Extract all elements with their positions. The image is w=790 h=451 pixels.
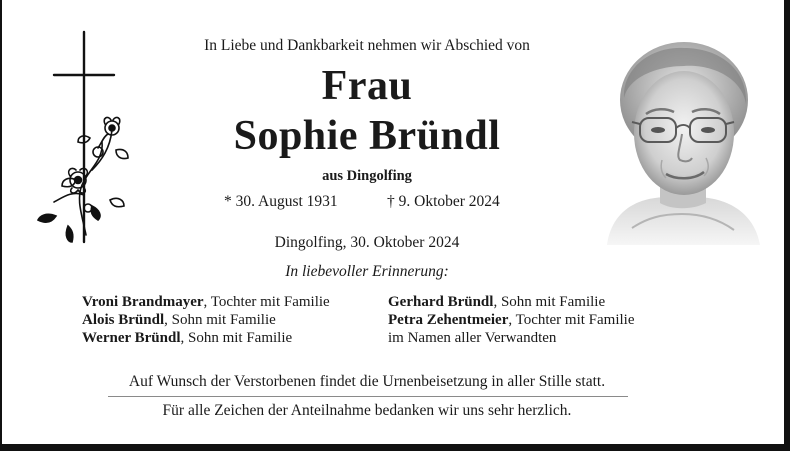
- divider: [108, 396, 628, 397]
- mourner-entry: Werner Bründl, Sohn mit Familie: [82, 330, 293, 346]
- burial-note: Auf Wunsch der Verstorbenen findet die Urnenbeisetzung in aller Stille statt.: [128, 373, 606, 390]
- birth-date: * 30. August 1931: [224, 193, 338, 210]
- mourner-entry: Gerhard Bründl, Sohn mit Familie: [388, 294, 606, 310]
- thanks-text: Für alle Zeichen der Anteilnahme bedanken wir uns sehr herzlich.: [162, 402, 572, 419]
- portrait-photo: [602, 38, 762, 245]
- mourner-entry: Petra Zehentmeier, Tochter mit Familie: [388, 312, 635, 328]
- salutation: Frau: [321, 63, 413, 109]
- mourner-entry: Vroni Brandmayer, Tochter mit Familie: [82, 294, 330, 310]
- mourners-right: [388, 293, 635, 347]
- origin: aus Dingolfing: [322, 168, 412, 184]
- deceased-name: Sophie Bründl: [233, 113, 501, 159]
- death-date: † 9. Oktober 2024: [387, 193, 500, 210]
- memory-heading: In liebevoller Erinnerung:: [285, 263, 449, 280]
- place-date: Dingolfing, 30. Oktober 2024: [274, 234, 460, 251]
- mourners-left: [82, 293, 330, 347]
- mourner-entry: Alois Bründl, Sohn mit Familie: [82, 312, 276, 328]
- intro-text: In Liebe und Dankbarkeit nehmen wir Abschied von: [204, 37, 530, 54]
- mourner-entry: im Namen aller Verwandten: [388, 330, 557, 346]
